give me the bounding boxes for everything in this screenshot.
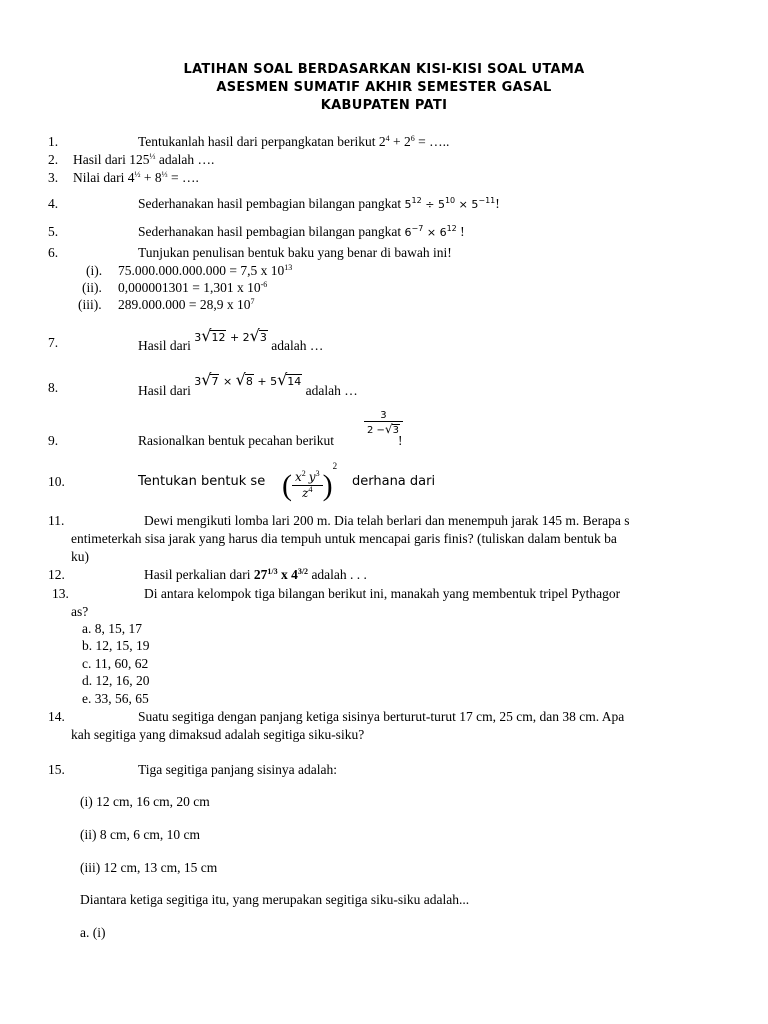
q14-line1: Suatu segitiga dengan panjang ketiga sisinya berturut-turut 17 cm, 25 cm, dan 38 cm. Apa	[138, 709, 625, 724]
q7-text: Hasil dari 3√12 + 2√3 adalah …	[138, 326, 324, 353]
q9-fraction: $\frac{3}{2 -√3}$	[364, 410, 403, 436]
q3-number: 3.	[48, 170, 59, 185]
document-title-line2: ASESMEN SUMATIF AKHIR SEMESTER GASAL	[216, 80, 552, 95]
q6-item-iii-label: (iii).	[78, 297, 102, 312]
q4-text: Sederhanakan hasil pembagian bilangan pangkat $5^{12} \div 5^{10} \times 5^{-11}$!	[138, 196, 500, 211]
q13-number: 13.	[52, 586, 69, 601]
q7-number: 7.	[48, 335, 59, 350]
q6-item-i: 75.000.000.000.000 = 7,5 x $10^{13}$	[118, 263, 293, 278]
q9-number: 9.	[48, 433, 59, 448]
q13-option-d: d. 12, 16, 20	[82, 673, 150, 688]
q11-line2: entimeterkah sisa jarak yang harus dia tempuh untuk mencapai garis finis? (tuliskan dalam bentuk ba	[71, 531, 617, 546]
q11-number: 11.	[48, 513, 65, 528]
q5-text: Sederhanakan hasil pembagian bilangan pangkat $6^{-7} \times 6^{12}$ !	[138, 224, 465, 239]
q13-line2: as?	[71, 604, 89, 619]
q6-item-iii: 289.000.000 = 28,9 x $10^7$	[118, 297, 255, 312]
q1-number: 1.	[48, 134, 59, 149]
q15-item-iii: (iii) 12 cm, 13 cm, 15 cm	[80, 860, 218, 875]
q1-text: Tentukanlah hasil dari perpangkatan berikut $2^4 + 2^6$ = …..	[138, 134, 450, 149]
q4-number: 4.	[48, 196, 59, 211]
q10-text-end: derhana dari	[352, 474, 436, 489]
q6-item-ii: 0,000001301 = 1,301 x $10^{-6}$	[118, 280, 268, 295]
q14-number: 14.	[48, 709, 65, 724]
q11-line1: Dewi mengikuti lomba lari 200 m. Dia telah berlari dan menempuh jarak 145 m. Berapa s	[144, 513, 630, 528]
q15-text: Tiga segitiga panjang sisinya adalah:	[138, 762, 337, 777]
q15-number: 15.	[48, 762, 65, 777]
q6-number: 6.	[48, 245, 59, 260]
q9-end: !	[398, 433, 403, 448]
q13-line1: Di antara kelompok tiga bilangan berikut ini, manakah yang membentuk tripel Pythagor	[144, 586, 621, 601]
q8-expression: 3√7 × √8 + 5√14	[194, 370, 302, 389]
q6-text: Tunjukan penulisan bentuk baku yang benar di bawah ini!	[138, 245, 452, 260]
q10-number: 10.	[48, 474, 65, 489]
q15-question: Diantara ketiga segitiga itu, yang merupakan segitiga siku-siku adalah...	[80, 892, 470, 907]
q13-option-a: a. 8, 15, 17	[82, 621, 142, 636]
q13-option-e: e. 33, 56, 65	[82, 691, 149, 706]
document-title-line3: KABUPATEN PATI	[320, 98, 448, 113]
q10-expression: ( $\frac{x^2 y^3}{z^4}$ )$^2$	[282, 461, 338, 502]
q13-option-c: c. 11, 60, 62	[82, 656, 149, 671]
q10-text: Tentukan bentuk se	[138, 474, 266, 489]
q13-option-b: b. 12, 15, 19	[82, 638, 150, 653]
q2-text: Hasil dari $125^{\frac{1}{3}}$ adalah ….	[73, 152, 215, 167]
q12-number: 12.	[48, 567, 65, 582]
q9-text: Rasionalkan bentuk pecahan berikut	[138, 433, 335, 448]
q15-item-ii: (ii) 8 cm, 6 cm, 10 cm	[80, 827, 200, 842]
q7-expression: 3√12 + 2√3	[194, 326, 267, 345]
q2-number: 2.	[48, 152, 59, 167]
q4-expression: $5^{12} \div 5^{10} \times 5^{-11}$	[404, 196, 496, 211]
q11-line3: ku)	[71, 549, 89, 564]
q15-option-a: a. (i)	[80, 925, 106, 940]
q14-line2: kah segitiga yang dimaksud adalah segitiga siku-siku?	[71, 727, 365, 742]
q15-item-i: (i) 12 cm, 16 cm, 20 cm	[80, 794, 210, 809]
q8-number: 8.	[48, 380, 59, 395]
q6-item-ii-label: (ii).	[82, 280, 102, 295]
q6-item-i-label: (i).	[86, 263, 103, 278]
q12-text: Hasil perkalian dari $27^{1/3}$ x $4^{3/2}$ adalah . . .	[144, 567, 367, 582]
document-title-line1: LATIHAN SOAL BERDASARKAN KISI-KISI SOAL UTAMA	[183, 62, 585, 77]
q5-number: 5.	[48, 224, 59, 239]
q8-text: Hasil dari 3√7 × √8 + 5√14 adalah …	[138, 370, 358, 398]
q5-expression: $6^{-7} \times 6^{12}$	[404, 224, 457, 239]
q3-text: Nilai dari $4^{\frac{1}{2}} + 8^{\frac{1}{3}}$ = ….	[73, 170, 199, 185]
